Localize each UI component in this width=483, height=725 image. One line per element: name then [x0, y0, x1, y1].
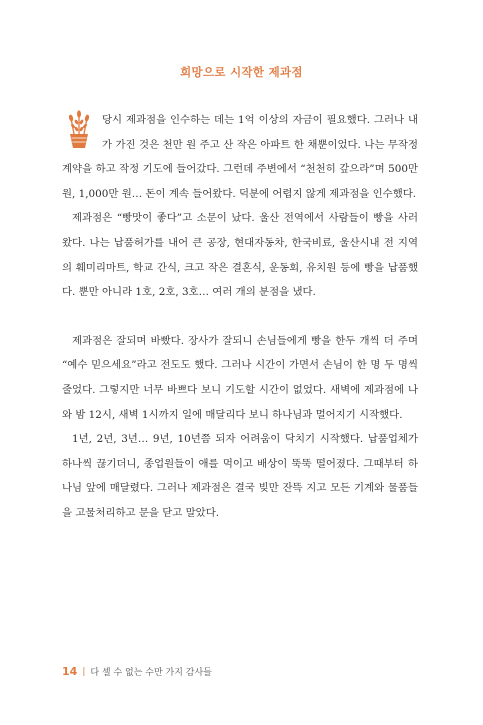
paragraph-3: 제과점은 잘되며 바빴다. 장사가 잘되니 손님들에게 빵을 한두 개씩 더 주며 “예수 믿으세요”라고 전도도 했다. 그러나 시간이 가면서 손님이 한 명 두 명씩 줄었다. 그렇지만 너무 바쁘다 보니 기도할 시간이 없었다. 새벽에 제과점에 나와 밤 12시, 새벽 1시까지 일에 매달리다 보니 하나님과 멀어지기 시작했다.: [62, 334, 418, 421]
paragraph-1-text: 당시 제과점을 인수하는 데는 1억 이상의 자금이 필요했다. 그러나 내가 가진 것은 천만 원 주고 산 작은 아파트 한 채뿐이었다. 나는 무작정 계약을 하고 작정 기도에 들어갔다. 그런데 주변에서 “천천히 갚으라”며 500만 원, 1,000만 원… 돈이 계속 들어왔다. 덕분에 어렵지 않게 제과점을 인수했다.: [62, 114, 418, 200]
wheat-pot-icon: [62, 110, 96, 150]
paragraph-2: 제과점은 “빵맛이 좋다”고 소문이 났다. 울산 전역에서 사람들이 빵을 사러 왔다. 나는 납품허가를 내어 큰 공장, 현대자동차, 한국비료, 울산시내 전 지역의 훼미리마트, 학교 간식, 크고 작은 결혼식, 운동회, 유치원 등에 빵을 납품했다. 뿐만 아니라 1호, 2호, 3호… 여러 개의 분점을 냈다.: [62, 212, 418, 299]
book-title: 다 셀 수 없는 수만 가지 감사들: [90, 668, 212, 678]
body-text: [62, 108, 418, 526]
page-footer: [62, 665, 212, 678]
chapter-title: 희망으로 시작한 제과점: [180, 65, 303, 79]
paragraph-4: 1년, 2년, 3년… 9년, 10년쯤 되자 어려움이 닥치기 시작했다. 납품업체가 하나씩 끊기더니, 종업원들이 애를 먹이고 배상이 뚝뚝 떨어졌다. 그때부터 하나님 앞에 매달렸다. 그러나 제과점은 결국 빚만 잔뜩 지고 모든 기계와 물품들을 고물처리하고 문을 닫고 말았다.: [62, 433, 418, 519]
page-number: 14: [62, 665, 78, 678]
footer-divider: |: [82, 666, 86, 677]
paragraph-1: [62, 108, 418, 206]
